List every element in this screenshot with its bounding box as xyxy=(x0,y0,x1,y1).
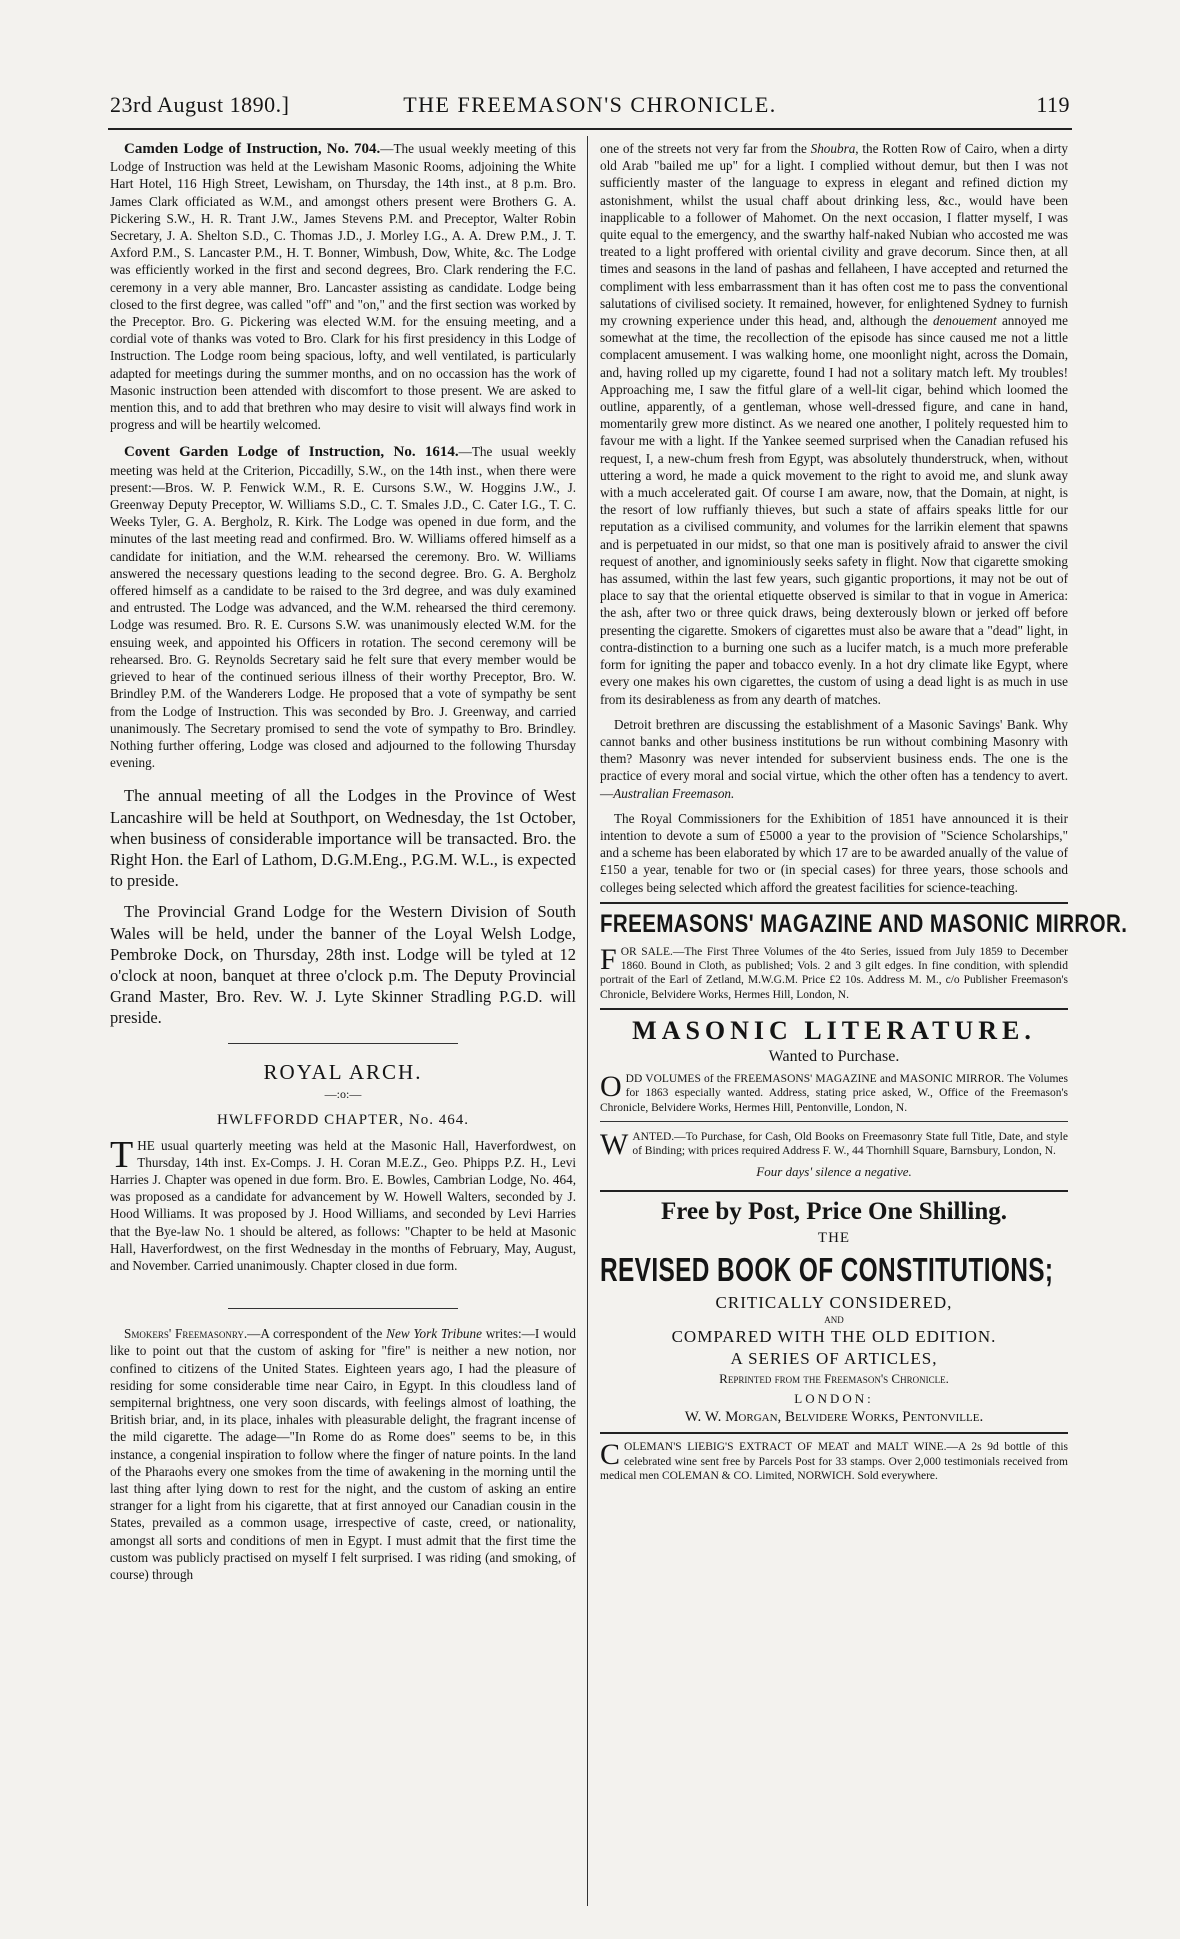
ad-rule-3 xyxy=(600,1121,1068,1122)
royal-arch-heading: ROYAL ARCH. xyxy=(263,1059,423,1084)
smokers-text-b: writes:—I would like to point out that the custom of asking for "fire" is neither a new notion, nor confined to citizens of the United States. Eighteen years ago, I had the pleasure of residing for some considerable time near Cairo, in Egypt. In this cloudless land of sempiternal brightness, one very soon discards, with feelings almost of loathing, the British briar, and, in its place, inhales with pleasurable delight, the fragrant incense of the mild cigarette. The adage—"In Rome do as Rome does" seems to be, in this instance, a congenial inspiration to follow where the finger of nature points. In the land of the Pharaohs every one smokes from the time of awakening in the morning until the last thing after lying down to rest for the night, and the custom of asking an entire stranger for a light from his cigarette, that at first annoyed our Canadian cousin in the States, prevailed as a common usage, irrespective of caste, creed, or nationality, amongst all sorts and conditions of men in Egypt. I must admit that the first time the custom was publicly practised on myself I felt surprised. I was riding (and smoking, of course) through xyxy=(110,1326,577,1583)
detroit-source: Australian Freemason. xyxy=(613,785,735,801)
book-ad-critically: CRITICALLY CONSIDERED, xyxy=(715,1293,953,1313)
wales-notice: The Provincial Grand Lodge for the Western Division of South Wales will be held, under the banner of the Loyal Welsh Lodge, Pembroke Dock, on Thursday, 28th inst. Lodge will be tyled at 12 o'clock at noon, banquet at three o'clock p.m. The Deputy Provincial Grand Master, Bro. Rev. W. J. Lyte Skinner Stradling P.G.D. will preside. xyxy=(110,902,576,1028)
literature-subtitle: Wanted to Purchase. xyxy=(768,1047,900,1065)
right-column xyxy=(600,140,1128,1489)
book-ad-london: LONDON: xyxy=(794,1391,874,1407)
smokers-article xyxy=(110,1325,576,1583)
book-ad-title: REVISED BOOK OF CONSTITUTIONS; xyxy=(600,1251,1054,1289)
covent-heading: Covent Garden Lodge of Instruction, No. 1614. xyxy=(124,444,459,461)
lancashire-notice: The annual meeting of all the Lodges in the Province of West Lancashire will be held at Southport, on Wednesday, the 1st October, when business of considerable importance will be transacted. Bro. the Right Hon. the Earl of Lathom, D.G.M.Eng., P.G.M. W.L., is expected to preside. xyxy=(110,786,576,891)
ad-rule-1 xyxy=(600,902,1068,904)
literature-title: MASONIC LITERATURE. xyxy=(632,1015,1036,1045)
chapter-text: HE usual quarterly meeting was held at the Masonic Hall, Haverfordwest, on Thursday, 14th inst. Ex-Comps. J. H. Coran M.E.Z., Geo. Phipps P.Z. H., Levi Harries J. Chapter was opened in due form. Bro. E. Bowles, Cambrian Lodge, No. 464, was proposed as a candidate for advancement by W. Howell Walters, seconded by J. Hood Williams. It was proposed by J. Hood Williams, and seconded by Levi Harries that the Bye-law No. 1 should be altered, as follows: "Chapter to be held at Masonic Hall, Haverfordwest, on the first Wednesday in the months of February, May, August, and November. Carried unanimously. Chapter closed in due form. xyxy=(110,1137,576,1273)
smokers-paper: New York Tribune xyxy=(386,1326,482,1342)
shoubra-text: Shoubra xyxy=(810,141,856,156)
royal-arch-separator: —:o:— xyxy=(324,1086,362,1101)
covent-article xyxy=(110,443,576,771)
book-ad-publisher: W. W. Morgan, Belvidere Works, Pentonville. xyxy=(684,1409,984,1426)
book-ad-and: AND xyxy=(824,1315,844,1326)
denouement-text: denouement xyxy=(932,313,997,329)
header-date: 23rd August 1890.] xyxy=(110,92,290,117)
detroit-item xyxy=(600,716,1068,802)
covent-text: —The usual weekly meeting was held at the Criterion, Piccadilly, S.W., on the 14th inst., when there were present:—Bros. W. P. Fenwick W.M., R. E. Cursons S.W., W. Hoggins J.W., J. Greenway Deputy Preceptor, W. Williams S.D., C. T. Smales J.D., C. Cater I.G., T. C. Weeks Tyler, G. A. Bergholz, R. Kirk. The Lodge was opened in due form, and the minutes of the last meeting read and confirmed. Bro. W. Williams offered himself as a candidate for initiation, and the W.M. rehearsed the ceremony. Bro. W. Williams answered the necessary questions leading to the second degree. Bro. G. A. Bergholz offered himself as a candidate to be raised to the 3rd degree, and was duly examined and entrusted. The Lodge was advanced, and the W.M. rehearsed the third ceremony. Lodge was resumed. Bro. R. E. Cursons S.W. was unanimously elected W.M. for the ensuing week, and appointed his Officers in rotation. The second ceremony will be rehearsed. Bro. G. Reynolds Secretary said he felt sure that every member would be grieved to hear of the continued serious illness of their worthy Preceptor, Bro. W. Brindley P.M. of the Wanderers Lodge. He proposed that a vote of sympathy be sent from the Lodge of Instruction. This was seconded by Bro. J. Greenway, and carried unanimously. The Secretary promised to send the vote of sympathy to Bro. Brindley. Nothing further offering, Lodge was closed and adjourned to the following Thursday evening. xyxy=(110,444,576,771)
drop-cap-w: W xyxy=(600,1127,629,1161)
smokers-text-a: —A correspondent of the xyxy=(247,1326,387,1342)
drop-cap-f: F xyxy=(600,942,617,976)
section-rule-2 xyxy=(228,1308,458,1309)
smokers-cont-a: one of the streets not very far from the xyxy=(600,141,811,156)
smokers-cont-c: annoyed me somewhat at the time, the recollection of the episode has since caused me not a little complacent amusement. I was walking home, one moonlight night, across the Domain, and, having rolled up my cigarette, found I had not a solitary match left. My troubles! Approaching me, I saw the fitful glare of a well-lit cigar, behind which loomed the outline, apparently, of a gentleman, whose well-dressed figure, and cane in hand, momentarily grew more distinct. As we neared one another, I politely requested him to favour me with a light. If the Yankee seemed surprised when the Canadian refused his request, I, a new-chum fresh from Egypt, was absolutely thunderstruck, when, without uttering a word, he made a quick movement to the right to avoid me, and slunk away with a much accelerated gait. Of course I am aware, now, that the Domain, at night, is the resort of low ruffianly thieves, but such a state of affairs speaks little for our reputation as a civilised community, and volumes for the larrikin element that spawns and is perpetuated in our midst, so that one man is positively afraid to answer the civil request of another, and ignominiously seeks safety in flight. Now that cigarette smoking has assumed, within the last few years, such gigantic proportions, it may not be out of place to say that the oriental etiquette observed is similar to that in vogue in America: the ash, after two or three quick draws, being dexterously blown or jerked off before presenting the cigarette. Smokers of cigarettes must also be aware that a "dead" light, in contra-distinction to a burning one such as a lucifer match, is a much more preferable form for igniting the paper and tobacco evenly. In a hot dry climate like Egypt, where every one makes his own cigarettes, the custom of using a dead light is as much in use from its desirableness as from any dearth of matches. xyxy=(600,313,1068,707)
chapter-heading: HWLFFORDD CHAPTER, No. 464. xyxy=(216,1111,469,1128)
wanted-ad xyxy=(600,1127,1068,1161)
header-page-number: 119 xyxy=(1036,92,1070,117)
book-ad-compared: COMPARED WITH THE OLD EDITION. xyxy=(671,1327,997,1347)
coleman-ad xyxy=(600,1440,1068,1483)
wanted-ad-note: Four days' silence a negative. xyxy=(756,1164,912,1180)
camden-text: —The usual weekly meeting of this Lodge of Instruction was held at the Lewisham Masonic Rooms, adjoining the White Hart Hotel, 116 High Street, Lewisham, on Thursday, the 14th inst., at 8 p.m. Bro. James Clark officiated as W.M., and amongst others present were Brothers G. A. Pickering S.W., H. R. Trant J.W., James Stevens P.M. and Preceptor, Walter Robin Secretary, J. A. Shelton S.D., C. Thomas J.D., J. Morley I.G., A. A. Drew P.M., J. T. Axford P.M., S. Lancaster P.M., H. T. Bonner, Wimbush, Dow, White, &c. The Lodge was efficiently worked in the first and second degrees, Bro. Clark rendering the F.C. ceremony in a very able manner, Bro. Lancaster assisting as candidate. Lodge being closed to the first degree, was called "off" and "on," and the first section was worked by the Preceptor. Bro. G. Pickering was elected W.M. for the ensuing meeting, and a cordial vote of thanks was voted to Bro. Clark for his first presidency in this Lodge of Instruction. The Lodge room being spacious, lofty, and well ventilated, is particularly adapted for meetings during the summer months, and on no occassion has the work of Masonic instruction been attended with discomfort to those present. We are asked to mention this, and to add that brethren who may desire to visit will always find work in progress and will be heartily welcomed. xyxy=(110,141,576,433)
column-divider xyxy=(587,136,588,1906)
chapter-report xyxy=(110,1133,576,1275)
header-title: THE FREEMASON'S CHRONICLE. xyxy=(403,92,777,117)
magazine-ad-headline: FREEMASONS' MAGAZINE AND MASONIC MIRROR. xyxy=(600,909,1128,938)
royal-commission-item: The Royal Commissioners for the Exhibition of 1851 have announced it is their intention to devote a sum of £5000 a year to the provision of "Science Scholarships," and a scheme has been elaborated by which 17 are to be awarded anually of the value of £150 a year, tenable for two or (in special cases) for three years, those schools and colleges being selected which afford the greatest facilities for science-teaching. xyxy=(600,810,1068,895)
magazine-ad xyxy=(600,942,1068,1002)
camden-heading: Camden Lodge of Instruction, No. 704. xyxy=(124,141,381,157)
camden-article xyxy=(110,140,576,433)
book-ad-price: Free by Post, Price One Shilling. xyxy=(660,1198,1008,1226)
ad-rule-2 xyxy=(600,1008,1068,1010)
ad-rule-5 xyxy=(600,1432,1068,1434)
book-ad-the: THE xyxy=(817,1230,851,1247)
literature-ad-text: DD VOLUMES of the FREEMASONS' MAGAZINE and MASONIC MIRROR. The Volumes for 1863 especially wanted. Address, stating price asked, W., Office of the Freemason's Chronicle, Belvidere Works, Hermes Hill, Pentonville, London, N. xyxy=(600,1072,1068,1114)
wanted-ad-text: ANTED.—To Purchase, for Cash, Old Books on Freemasonry State full Title, Date, and style of Binding; with prices required Address F. W., 44 Thornhill Square, Barnsbury, London, N. xyxy=(632,1130,1068,1158)
literature-ad xyxy=(600,1069,1068,1115)
smokers-continued xyxy=(600,140,1068,708)
ad-rule-4 xyxy=(600,1190,1068,1192)
book-ad-reprinted: Reprinted from the Freemason's Chronicle. xyxy=(719,1371,949,1387)
section-rule xyxy=(228,1043,458,1044)
detroit-text: Detroit brethren are discussing the establishment of a Masonic Savings' Bank. Why cannot banks and other business institutions be run without combining Masonry with them? Masonry was never intended for subservient business ends. The one is the practice of every moral and social virtue, which the other often has a tendency to avert.— xyxy=(600,716,1068,801)
book-ad-series: A SERIES OF ARTICLES, xyxy=(730,1349,938,1369)
left-column xyxy=(110,140,576,1589)
coleman-ad-text: OLEMAN'S LIEBIG'S EXTRACT OF MEAT and MALT WINE.—A 2s 9d bottle of this celebrated wine sent free by Parcels Post for 33 stamps. Over 2,000 testimonials received from medical men COLEMAN & CO. Limited, NORWICH. Sold everywhere. xyxy=(600,1441,1068,1482)
drop-cap-o: O xyxy=(600,1069,622,1103)
smokers-heading: Smokers' Freemasonry. xyxy=(124,1326,248,1342)
drop-cap-t: T xyxy=(110,1133,134,1176)
header-rule xyxy=(108,128,1072,130)
drop-cap-c: C xyxy=(600,1438,621,1472)
smokers-cont-b: , the Rotten Row of Cairo, when a dirty old Arab "bailed me up" for a light. I complied without demur, but then I was not sufficiently master of the language to express in elegant and refined diction my astonishment, whilst the usual chaff about drinking less, &c., would have been inapplicable to a follower of Mahomet. On the next occasion, I flatter myself, I was quite equal to the emergency, and the swarthy half-naked Nubian who accosted me was treated to a light proffered with oriental civility and grave decorum. Since then, at all times and seasons in the land of pashas and fellaheen, I have accepted and returned the compliment with less embarrassment than it has often cost me to pass the conventional salutations of civilised society. It remained, however, for enlightened Sydney to furnish my crowning experience under this head, and, although the xyxy=(600,141,1068,329)
page-header xyxy=(110,92,1070,126)
magazine-ad-text: OR SALE.—The First Three Volumes of the 4to Series, issued from July 1859 to December 1860. Bound in Cloth, as published; Vols. 2 and 3 gilt edges. In fine condition, with splendid portrait of the Earl of Zetland, M.W.G.M. Price £2 10s. Address M. M., c/o Publisher Freemason's Chronicle, Belvidere Works, Hermes Hill, London, N. xyxy=(600,945,1068,1001)
